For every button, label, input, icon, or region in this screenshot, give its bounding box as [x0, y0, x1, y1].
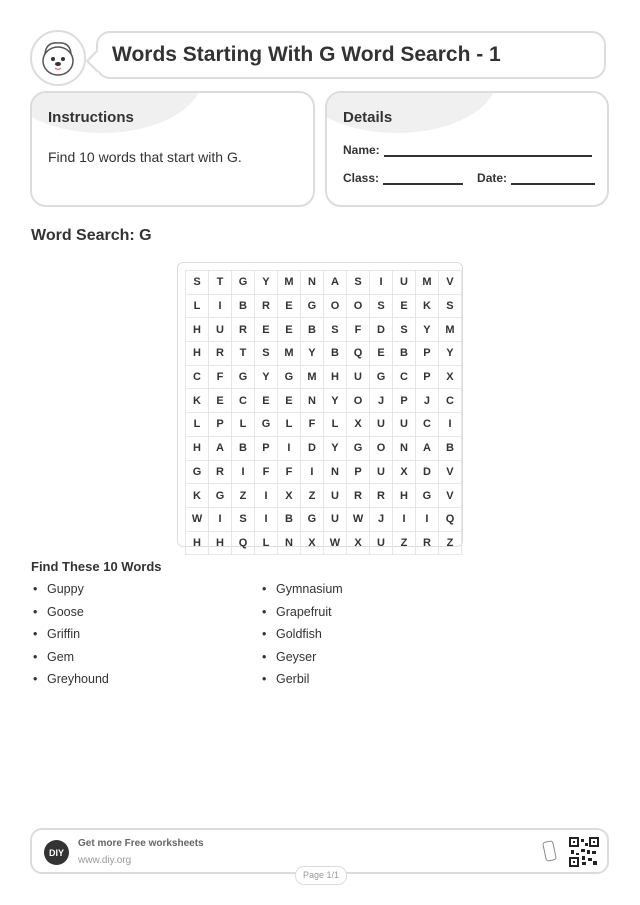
grid-cell[interactable]: H — [186, 342, 209, 366]
grid-cell[interactable]: L — [277, 413, 300, 437]
grid-cell[interactable]: N — [393, 436, 416, 460]
word-search-title: Word Search: G — [31, 227, 152, 244]
grid-cell[interactable]: I — [254, 484, 277, 508]
grid-cell[interactable]: B — [300, 318, 323, 342]
details-card — [325, 91, 609, 207]
grid-cell[interactable]: Q — [438, 507, 461, 531]
grid-cell[interactable]: K — [186, 389, 209, 413]
grid-row — [186, 436, 462, 460]
grid-cell[interactable]: U — [347, 365, 370, 389]
grid-cell[interactable]: S — [347, 271, 370, 295]
grid-cell[interactable]: E — [393, 294, 416, 318]
mascot-avatar-icon — [30, 30, 86, 86]
page-title: Words Starting With G Word Search - 1 — [112, 43, 501, 66]
grid-cell[interactable]: X — [438, 365, 461, 389]
grid-cell[interactable]: I — [300, 460, 323, 484]
grid-cell[interactable]: P — [254, 436, 277, 460]
grid-cell[interactable]: F — [300, 413, 323, 437]
grid-row — [186, 365, 462, 389]
instructions-card — [30, 91, 315, 207]
footer-url-link[interactable]: www.diy.org — [78, 855, 132, 866]
grid-cell[interactable]: S — [393, 318, 416, 342]
grid-cell[interactable]: X — [347, 413, 370, 437]
grid-cell[interactable]: U — [370, 531, 393, 555]
grid-cell[interactable]: U — [323, 507, 346, 531]
grid-cell[interactable]: Y — [323, 436, 346, 460]
word-search-grid — [185, 270, 462, 555]
grid-cell[interactable]: H — [209, 531, 232, 555]
grid-row — [186, 413, 462, 437]
grid-cell[interactable]: E — [277, 318, 300, 342]
grid-cell[interactable]: V — [438, 460, 461, 484]
grid-cell[interactable]: N — [300, 389, 323, 413]
name-label: Name: — [343, 143, 380, 157]
grid-cell[interactable]: D — [415, 460, 438, 484]
grid-cell[interactable]: Q — [347, 342, 370, 366]
grid-cell[interactable]: Y — [254, 271, 277, 295]
grid-cell[interactable]: D — [370, 318, 393, 342]
instructions-heading: Instructions — [48, 109, 134, 126]
grid-cell[interactable]: G — [209, 484, 232, 508]
grid-cell[interactable]: X — [277, 484, 300, 508]
grid-cell[interactable]: G — [347, 436, 370, 460]
word-list-item: • Gymnasium — [260, 582, 343, 605]
grid-cell[interactable]: R — [347, 484, 370, 508]
grid-cell[interactable]: B — [232, 436, 255, 460]
grid-cell[interactable]: G — [232, 365, 255, 389]
word-list-item: • Goose — [31, 605, 109, 628]
word-list-item: • Griffin — [31, 627, 109, 650]
grid-cell[interactable]: E — [254, 318, 277, 342]
grid-cell[interactable]: L — [232, 413, 255, 437]
grid-cell[interactable]: Y — [300, 342, 323, 366]
grid-cell[interactable]: H — [323, 365, 346, 389]
grid-cell[interactable]: S — [254, 342, 277, 366]
page-number-badge: Page 1/1 — [295, 866, 347, 885]
grid-cell[interactable]: R — [370, 484, 393, 508]
grid-cell[interactable]: A — [415, 436, 438, 460]
word-list-item: • Guppy — [31, 582, 109, 605]
grid-row — [186, 271, 462, 295]
grid-cell[interactable]: Q — [232, 531, 255, 555]
grid-row — [186, 342, 462, 366]
grid-cell[interactable]: C — [393, 365, 416, 389]
grid-cell[interactable]: B — [277, 507, 300, 531]
footer-promo-text: Get more Free worksheets — [78, 838, 204, 849]
grid-cell[interactable]: A — [209, 436, 232, 460]
grid-cell[interactable]: M — [277, 271, 300, 295]
phone-icon — [542, 840, 557, 862]
grid-cell[interactable]: O — [370, 436, 393, 460]
grid-cell[interactable]: Z — [300, 484, 323, 508]
grid-cell[interactable]: P — [415, 365, 438, 389]
grid-cell[interactable]: C — [186, 365, 209, 389]
grid-cell[interactable]: H — [186, 318, 209, 342]
grid-cell[interactable]: G — [300, 294, 323, 318]
grid-cell[interactable]: W — [323, 531, 346, 555]
grid-cell[interactable]: B — [323, 342, 346, 366]
grid-cell[interactable]: X — [347, 531, 370, 555]
date-label: Date: — [477, 171, 508, 185]
grid-cell[interactable]: Z — [438, 531, 461, 555]
word-list-left — [31, 582, 109, 695]
qr-code-icon — [569, 837, 599, 867]
word-list-item: • Grapefruit — [260, 605, 343, 628]
grid-cell[interactable]: F — [277, 460, 300, 484]
grid-cell[interactable]: R — [232, 318, 255, 342]
grid-cell[interactable]: I — [438, 413, 461, 437]
instructions-text: Find 10 words that start with G. — [48, 149, 242, 165]
grid-row — [186, 460, 462, 484]
grid-cell[interactable]: E — [370, 342, 393, 366]
grid-cell[interactable]: V — [438, 484, 461, 508]
grid-cell[interactable]: S — [232, 507, 255, 531]
grid-cell[interactable]: S — [323, 318, 346, 342]
grid-cell[interactable]: L — [254, 531, 277, 555]
grid-cell[interactable]: Y — [254, 365, 277, 389]
grid-cell[interactable]: I — [209, 294, 232, 318]
grid-row — [186, 389, 462, 413]
grid-cell[interactable]: E — [277, 389, 300, 413]
grid-cell[interactable]: R — [415, 531, 438, 555]
grid-cell[interactable]: I — [370, 271, 393, 295]
grid-cell[interactable]: G — [232, 271, 255, 295]
grid-cell[interactable]: X — [300, 531, 323, 555]
grid-cell[interactable]: C — [232, 389, 255, 413]
grid-cell[interactable]: K — [415, 294, 438, 318]
word-list-item: • Gem — [31, 650, 109, 673]
grid-cell[interactable]: R — [209, 460, 232, 484]
word-list-item: • Goldfish — [260, 627, 343, 650]
grid-cell[interactable]: S — [438, 294, 461, 318]
grid-cell[interactable]: O — [347, 389, 370, 413]
grid-cell[interactable]: G — [415, 484, 438, 508]
grid-cell[interactable]: Y — [323, 389, 346, 413]
grid-cell[interactable]: B — [438, 436, 461, 460]
grid-cell[interactable]: E — [277, 294, 300, 318]
grid-cell[interactable]: I — [277, 436, 300, 460]
grid-cell[interactable]: P — [415, 342, 438, 366]
grid-cell[interactable]: N — [300, 271, 323, 295]
grid-cell[interactable]: U — [393, 413, 416, 437]
grid-cell[interactable]: L — [323, 413, 346, 437]
name-field[interactable] — [384, 143, 592, 157]
grid-cell[interactable]: X — [393, 460, 416, 484]
grid-cell[interactable]: V — [438, 271, 461, 295]
grid-cell[interactable]: P — [347, 460, 370, 484]
grid-cell[interactable]: I — [415, 507, 438, 531]
title-banner — [96, 31, 606, 79]
grid-cell[interactable]: U — [209, 318, 232, 342]
grid-cell[interactable]: M — [415, 271, 438, 295]
grid-cell[interactable]: L — [186, 413, 209, 437]
word-list-title: Find These 10 Words — [31, 559, 162, 574]
class-field[interactable] — [383, 171, 463, 185]
word-list-right — [260, 582, 343, 695]
grid-cell[interactable]: U — [393, 271, 416, 295]
grid-cell[interactable]: I — [393, 507, 416, 531]
grid-cell[interactable]: E — [254, 389, 277, 413]
word-search-grid-container — [177, 262, 463, 547]
grid-cell[interactable]: O — [347, 294, 370, 318]
grid-cell[interactable]: D — [300, 436, 323, 460]
grid-cell[interactable]: S — [370, 294, 393, 318]
grid-cell[interactable]: F — [254, 460, 277, 484]
grid-cell[interactable]: H — [186, 531, 209, 555]
word-list-item: • Geyser — [260, 650, 343, 673]
grid-row — [186, 507, 462, 531]
grid-cell[interactable]: W — [347, 507, 370, 531]
grid-cell[interactable]: H — [393, 484, 416, 508]
grid-cell[interactable]: G — [186, 460, 209, 484]
grid-cell[interactable]: H — [186, 436, 209, 460]
grid-cell[interactable]: M — [438, 318, 461, 342]
grid-cell[interactable]: Z — [232, 484, 255, 508]
word-list-item: • Greyhound — [31, 672, 109, 695]
grid-cell[interactable]: C — [415, 413, 438, 437]
grid-row — [186, 531, 462, 555]
grid-cell[interactable]: F — [347, 318, 370, 342]
grid-cell[interactable]: G — [277, 365, 300, 389]
grid-cell[interactable]: Y — [438, 342, 461, 366]
grid-row — [186, 294, 462, 318]
grid-cell[interactable]: T — [232, 342, 255, 366]
grid-cell[interactable]: J — [370, 389, 393, 413]
class-label: Class: — [343, 171, 380, 185]
grid-cell[interactable]: Z — [393, 531, 416, 555]
grid-cell[interactable]: R — [254, 294, 277, 318]
grid-cell[interactable]: I — [254, 507, 277, 531]
grid-cell[interactable]: N — [277, 531, 300, 555]
date-field[interactable] — [511, 171, 595, 185]
grid-cell[interactable]: P — [393, 389, 416, 413]
grid-row — [186, 484, 462, 508]
grid-cell[interactable]: G — [254, 413, 277, 437]
grid-cell[interactable]: T — [209, 271, 232, 295]
grid-cell[interactable]: B — [393, 342, 416, 366]
grid-cell[interactable]: K — [186, 484, 209, 508]
grid-cell[interactable]: F — [209, 365, 232, 389]
grid-cell[interactable]: N — [323, 460, 346, 484]
grid-row — [186, 318, 462, 342]
word-list-item: • Gerbil — [260, 672, 343, 695]
grid-cell[interactable]: Y — [415, 318, 438, 342]
grid-cell[interactable]: I — [209, 507, 232, 531]
details-heading: Details — [343, 109, 393, 126]
grid-cell[interactable]: A — [323, 271, 346, 295]
grid-cell[interactable]: R — [209, 342, 232, 366]
grid-cell[interactable]: U — [323, 484, 346, 508]
grid-cell[interactable]: B — [232, 294, 255, 318]
grid-cell[interactable]: S — [186, 271, 209, 295]
diy-logo-icon: DIY — [44, 840, 69, 865]
grid-cell[interactable]: E — [209, 389, 232, 413]
grid-cell[interactable]: U — [370, 413, 393, 437]
grid-cell[interactable]: W — [186, 507, 209, 531]
grid-cell[interactable]: G — [370, 365, 393, 389]
grid-cell[interactable]: G — [300, 507, 323, 531]
grid-cell[interactable]: J — [415, 389, 438, 413]
grid-cell[interactable]: I — [232, 460, 255, 484]
grid-cell[interactable]: M — [277, 342, 300, 366]
grid-cell[interactable]: P — [209, 413, 232, 437]
grid-cell[interactable]: M — [300, 365, 323, 389]
grid-cell[interactable]: C — [438, 389, 461, 413]
grid-cell[interactable]: O — [323, 294, 346, 318]
grid-cell[interactable]: L — [186, 294, 209, 318]
grid-cell[interactable]: J — [370, 507, 393, 531]
grid-cell[interactable]: U — [370, 460, 393, 484]
